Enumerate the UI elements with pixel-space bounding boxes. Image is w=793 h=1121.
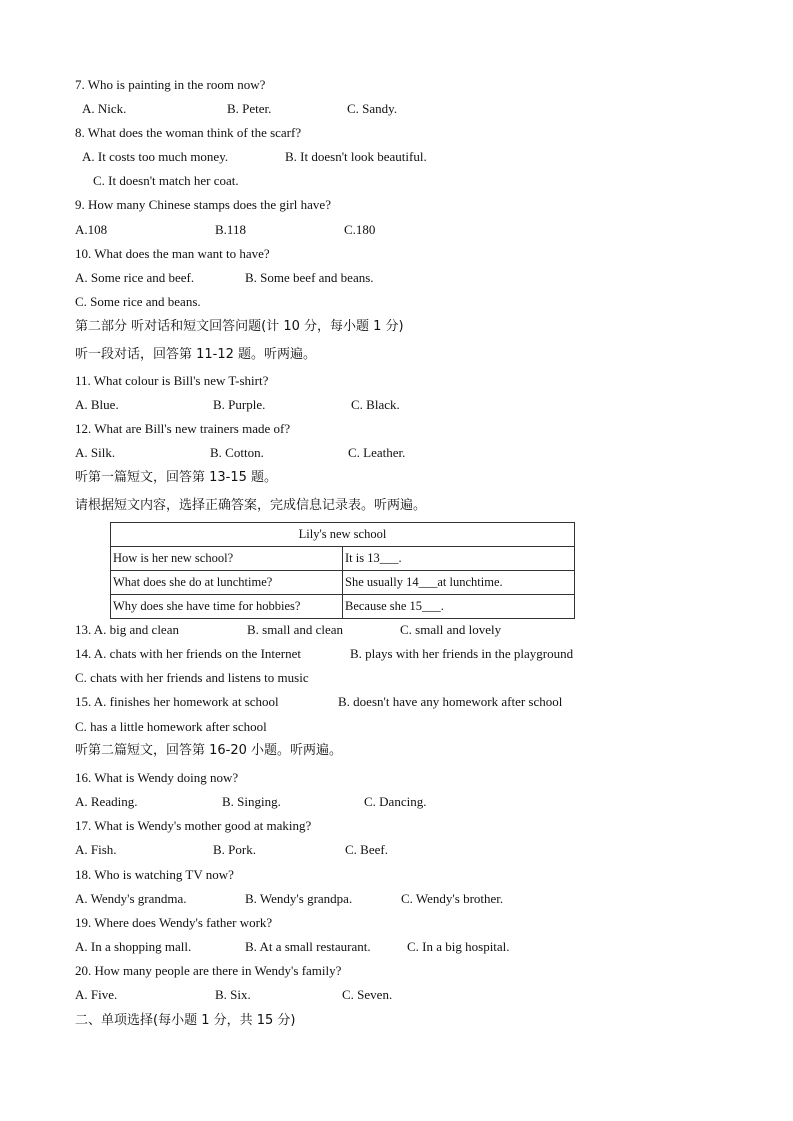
question-16: 16. What is Wendy doing now? xyxy=(75,770,239,785)
question-17: 17. What is Wendy's mother good at making? xyxy=(75,818,312,833)
option-16a: A. Reading. xyxy=(75,794,138,809)
option-20c: C. Seven. xyxy=(342,987,393,1002)
table-instruction: 请根据短文内容，选择正确答案，完成信息记录表。听两遍。 xyxy=(75,498,427,513)
option-17c: C. Beef. xyxy=(345,842,388,857)
option-12c: C. Leather. xyxy=(348,445,406,460)
option-8b: B. It doesn't look beautiful. xyxy=(285,149,427,164)
question-7: 7. Who is painting in the room now? xyxy=(75,77,266,92)
question-18: 18. Who is watching TV now? xyxy=(75,867,234,882)
option-12a: A. Silk. xyxy=(75,445,116,460)
option-10b: B. Some beef and beans. xyxy=(245,270,374,285)
option-9a: A.108 xyxy=(75,222,108,237)
option-14b: B. plays with her friends in the playground xyxy=(350,646,574,661)
option-11a: A. Blue. xyxy=(75,397,119,412)
question-19: 19. Where does Wendy's father work? xyxy=(75,915,273,930)
table-row xyxy=(111,547,575,571)
option-9b: B.118 xyxy=(215,222,246,237)
option-20a: A. Five. xyxy=(75,987,118,1002)
option-18a: A. Wendy's grandma. xyxy=(75,891,187,906)
option-19b: B. At a small restaurant. xyxy=(245,939,371,954)
table-question-cell: Why does she have time for hobbies? xyxy=(111,595,343,619)
option-19a: A. In a shopping mall. xyxy=(75,939,192,954)
option-13b: B. small and clean xyxy=(247,622,344,637)
option-17b: B. Pork. xyxy=(213,842,256,857)
section2-heading: 二、单项选择(每小题 1 分，共 15 分) xyxy=(75,1013,296,1028)
option-10c: C. Some rice and beans. xyxy=(75,294,201,309)
option-17a: A. Fish. xyxy=(75,842,117,857)
option-11b: B. Purple. xyxy=(213,397,266,412)
option-16c: C. Dancing. xyxy=(364,794,427,809)
option-11c: C. Black. xyxy=(351,397,400,412)
option-13c: C. small and lovely xyxy=(400,622,502,637)
option-15c: C. has a little homework after school xyxy=(75,719,267,734)
table-row xyxy=(111,595,575,619)
part2-heading: 第二部分 听对话和短文回答问题(计 10 分，每小题 1 分) xyxy=(75,319,404,334)
option-15b: B. doesn't have any homework after school xyxy=(338,694,563,709)
table-question-cell: How is her new school? xyxy=(111,547,343,571)
option-16b: B. Singing. xyxy=(222,794,281,809)
option-15a: 15. A. finishes her homework at school xyxy=(75,694,279,709)
table-answer-cell: Because she 15___. xyxy=(343,595,575,619)
option-20b: B. Six. xyxy=(215,987,251,1002)
question-20: 20. How many people are there in Wendy's family? xyxy=(75,963,342,978)
option-14c: C. chats with her friends and listens to music xyxy=(75,670,309,685)
question-12: 12. What are Bill's new trainers made of? xyxy=(75,421,291,436)
question-10: 10. What does the man want to have? xyxy=(75,246,270,261)
option-8a: A. It costs too much money. xyxy=(82,149,229,164)
question-9: 9. How many Chinese stamps does the girl have? xyxy=(75,197,331,212)
option-12b: B. Cotton. xyxy=(210,445,264,460)
dialog-instruction: 听一段对话，回答第 11-12 题。听两遍。 xyxy=(75,347,317,362)
table-answer-cell: It is 13___. xyxy=(343,547,575,571)
table-question-cell: What does she do at lunchtime? xyxy=(111,571,343,595)
question-11: 11. What colour is Bill's new T-shirt? xyxy=(75,373,269,388)
table-row xyxy=(111,571,575,595)
option-8c: C. It doesn't match her coat. xyxy=(93,173,239,188)
passage2-instruction: 听第二篇短文，回答第 16-20 小题。听两遍。 xyxy=(75,743,343,758)
passage1-instruction: 听第一篇短文，回答第 13-15 题。 xyxy=(75,470,278,485)
question-8: 8. What does the woman think of the scarf? xyxy=(75,125,302,140)
option-9c: C.180 xyxy=(344,222,376,237)
table-title: Lily's new school xyxy=(111,523,575,547)
option-13a: 13. A. big and clean xyxy=(75,622,179,637)
table-answer-cell: She usually 14___at lunchtime. xyxy=(343,571,575,595)
option-19c: C. In a big hospital. xyxy=(407,939,510,954)
option-7b: B. Peter. xyxy=(227,101,272,116)
option-7a: A. Nick. xyxy=(82,101,127,116)
option-18b: B. Wendy's grandpa. xyxy=(245,891,353,906)
option-14a: 14. A. chats with her friends on the Internet xyxy=(75,646,301,661)
option-7c: C. Sandy. xyxy=(347,101,398,116)
option-10a: A. Some rice and beef. xyxy=(75,270,195,285)
info-record-table xyxy=(110,522,575,619)
option-18c: C. Wendy's brother. xyxy=(401,891,504,906)
